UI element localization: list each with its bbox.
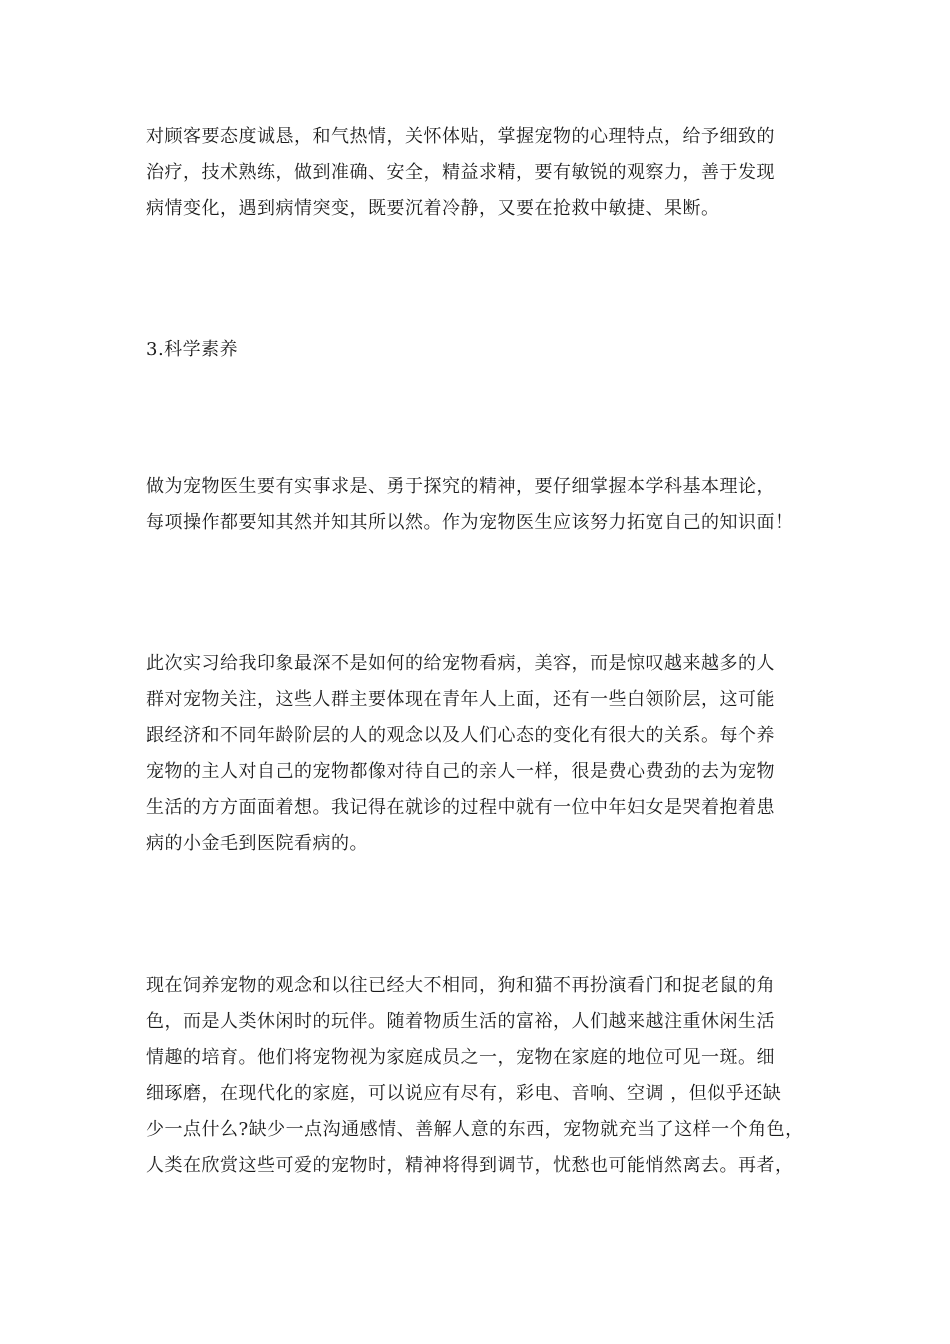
text-line: 病的小金毛到医院看病的。	[146, 833, 368, 854]
text-line: 治疗，技术熟练，做到准确、安全，精益求精，要有敏锐的观察力，善于发现	[146, 162, 775, 183]
text-line: 情趣的培育。他们将宠物视为家庭成员之一，宠物在家庭的地位可见一斑。细	[146, 1047, 775, 1068]
text-line: 群对宠物关注，这些人群主要体现在青年人上面，还有一些白领阶层，这可能	[146, 689, 775, 710]
text-line: 宠物的主人对自己的宠物都像对待自己的亲人一样，很是费心费劲的去为宠物	[146, 761, 775, 782]
text-line: 此次实习给我印象最深不是如何的给宠物看病，美容，而是惊叹越来越多的人	[146, 653, 775, 674]
text-line: 对顾客要态度诚恳，和气热情，关怀体贴，掌握宠物的心理特点，给予细致的	[146, 126, 775, 147]
section-heading: 3.科学素养	[146, 339, 239, 360]
text-line: 病情变化，遇到病情突变，既要沉着冷静，又要在抢救中敏捷、果断。	[146, 198, 720, 219]
text-line: 跟经济和不同年龄阶层的人的观念以及人们心态的变化有很大的关系。每个养	[146, 725, 775, 746]
text-line: 人类在欣赏这些可爱的宠物时，精神将得到调节，忧愁也可能悄然离去。再者，	[146, 1155, 794, 1176]
text-line: 做为宠物医生要有实事求是、勇于探究的精神，要仔细掌握本学科基本理论，	[146, 476, 775, 497]
text-line: 现在饲养宠物的观念和以往已经大不相同，狗和猫不再扮演看门和捉老鼠的角	[146, 975, 775, 996]
text-line: 细琢磨，在现代化的家庭，可以说应有尽有，彩电、音响、空调 ，但似乎还缺	[146, 1083, 782, 1104]
text-line: 少一点什么?缺少一点沟通感情、善解人意的东西，宠物就充当了这样一个角色，	[146, 1119, 804, 1140]
text-line: 色，而是人类休闲时的玩伴。随着物质生活的富裕，人们越来越注重休闲生活	[146, 1011, 775, 1032]
text-line: 生活的方方面面着想。我记得在就诊的过程中就有一位中年妇女是哭着抱着患	[146, 797, 775, 818]
text-line: 每项操作都要知其然并知其所以然。作为宠物医生应该努力拓宽自己的知识面！	[146, 512, 794, 533]
